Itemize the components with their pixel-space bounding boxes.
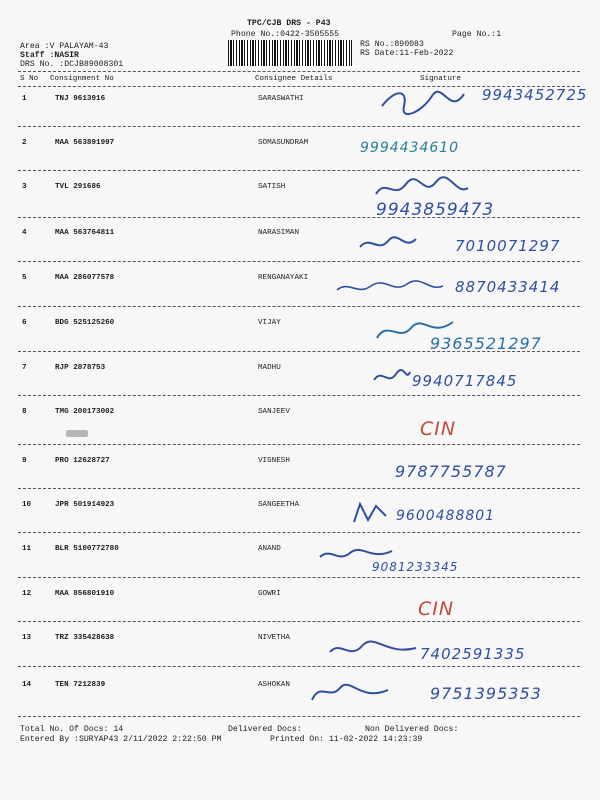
row-consignee: SOMASUNDRAM [258,139,309,147]
row-consignee: ANAND [258,545,281,553]
row-sno: 11 [22,545,32,553]
signature-phone: 9943859473 [376,200,495,220]
divider [18,444,580,445]
signature-phone: 9943452725 [482,86,588,104]
non-delivered-docs: Non Delivered Docs: [365,725,459,734]
col-signature: Signature [420,75,462,83]
row-consignee: VIGNESH [258,457,290,465]
table-row [0,139,600,185]
table-row [0,183,600,229]
staff-label: Staff :NASIR [20,51,79,60]
signature-scribble [335,278,445,302]
table-row [0,457,600,503]
col-consignee: Consignee Details [255,75,333,83]
row-consignee: GOWRI [258,590,281,598]
row-consignment: MAA 563764811 [55,229,115,237]
signature-scribble [350,500,390,530]
row-sno: 8 [22,408,27,416]
col-sno: S No [20,75,39,83]
row-consignment: RJP 2878753 [55,364,106,372]
divider [18,532,580,533]
divider [18,126,580,127]
signature-scribble [328,638,418,666]
sheet-title: TPC/CJB DRS - P43 [247,19,331,28]
signature-phone: 9081233345 [372,560,459,574]
row-consignee: NARASIMAN [258,229,300,237]
page-number: Page No.:1 [452,30,502,39]
row-consignment: MAA 563891997 [55,139,115,147]
total-docs: Total No. Of Docs: 14 [20,725,124,734]
signature-scribble [378,86,478,123]
divider [18,621,580,622]
row-consignment: TRZ 335428638 [55,634,115,642]
delivered-docs: Delivered Docs: [228,725,302,734]
row-sno: 7 [22,364,27,372]
row-sno: 1 [22,95,27,103]
row-consignment: TNJ 9613916 [55,95,106,103]
row-consignment: MAA 856801910 [55,590,115,598]
rs-date: RS Date:11-Feb-2022 [360,49,454,58]
row-sno: 9 [22,457,27,465]
row-consignment: BLR 5100772780 [55,545,119,553]
signature-scribble [310,680,390,710]
row-consignee: SANGEETHA [258,501,300,509]
signature-phone: 9600488801 [396,508,496,524]
signature-mark [350,500,390,526]
row-sno: 2 [22,139,27,147]
divider [18,716,580,717]
signature-scribble [372,366,412,392]
barcode [228,40,352,66]
row-sno: 4 [22,229,27,237]
row-sno: 6 [22,319,27,327]
ink-smudge [66,430,88,437]
entered-by: Entered By :SURYAP43 2/11/2022 2:22:50 PM [20,735,222,744]
row-consignment: TVL 291686 [55,183,101,191]
col-consignment: Consignment No [50,75,114,83]
drs-number: DRS No. :DCJB89008301 [20,60,124,69]
signature-phone: 9751395353 [430,684,542,703]
signature-cin: CIN [418,598,455,620]
row-consignee: ASHOKAN [258,681,290,689]
row-sno: 12 [22,590,32,598]
row-sno: 13 [22,634,32,642]
row-consignment: TEN 7212839 [55,681,106,689]
row-consignee: RENGANAYAKI [258,274,309,282]
row-consignee: MADHU [258,364,281,372]
signature-mark [358,233,418,255]
row-consignment: MAA 286077578 [55,274,115,282]
signature-scribble [358,233,418,259]
divider [18,217,580,218]
row-consignment: PRO 12628727 [55,457,110,465]
signature-phone: 8870433414 [455,278,561,296]
signature-phone: 9940717845 [412,372,518,390]
row-sno: 14 [22,681,32,689]
table-row [0,408,600,454]
row-consignee: NIVETHA [258,634,290,642]
row-sno: 3 [22,183,27,191]
signature-mark [378,86,478,118]
printed-on: Printed On: 11-02-2022 14:23:39 [270,735,423,744]
row-consignment: BDG 525125260 [55,319,115,327]
phone-number: Phone No.:0422-3505555 [231,30,340,39]
divider [18,666,580,667]
divider [18,577,580,578]
row-consignment: TMG 200173002 [55,408,115,416]
divider [18,488,580,489]
divider [18,261,580,262]
row-consignee: SATISH [258,183,286,191]
divider [18,306,580,307]
row-sno: 10 [22,501,32,509]
table-row [0,590,600,636]
table-row [0,501,600,547]
row-consignee: SANJEEV [258,408,290,416]
row-consignee: VIJAY [258,319,281,327]
signature-mark [372,176,472,202]
signature-phone: 9365521297 [430,334,542,353]
table-row [0,545,600,591]
divider [18,395,580,396]
signature-mark [328,638,418,662]
rs-number: RS No.:890083 [360,40,424,49]
signature-phone: 9787755787 [395,462,507,481]
signature-cin: CIN [420,418,457,440]
signature-mark [335,278,445,298]
signature-mark [372,366,412,388]
row-consignment: JPR 501914923 [55,501,115,509]
signature-phone: 7010071297 [455,237,561,255]
signature-mark [310,680,390,706]
row-sno: 5 [22,274,27,282]
area-label: Area :V PALAYAM-43 [20,42,109,51]
signature-phone: 7402591335 [420,645,526,663]
divider [18,71,580,72]
divider [18,170,580,171]
row-consignee: SARASWATHI [258,95,304,103]
signature-phone: 9994434610 [360,140,460,156]
